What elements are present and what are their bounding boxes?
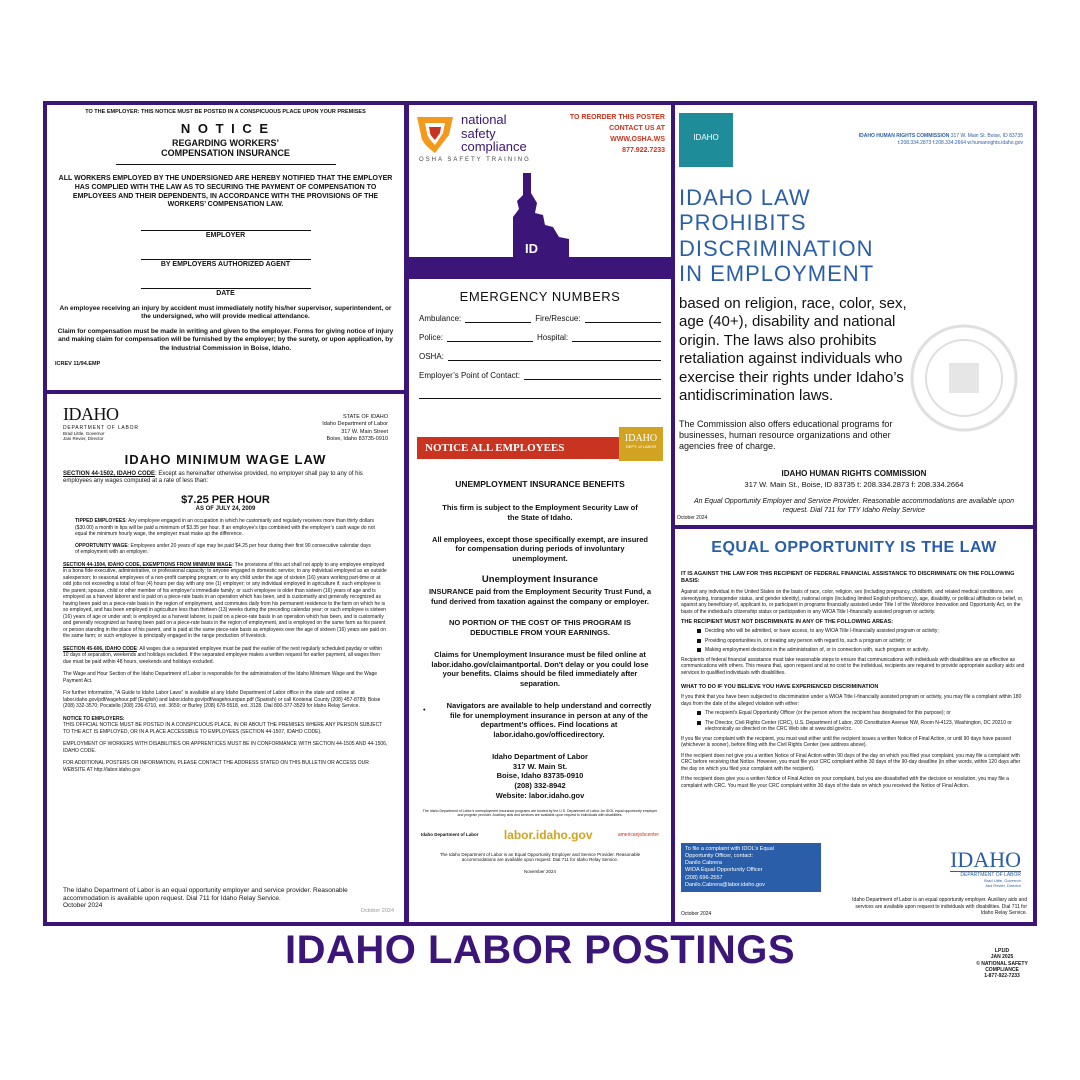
notice-paragraph-1: An employee receiving an injury by accident must immediately notify his/her supervisor, superintendent, or the undersigned, who will provide medical attendance. xyxy=(59,305,392,321)
minwage-para-5: For further information, "A Guide to Idaho Labor Laws" is available at any Idaho Department of Labor office in the state and online at labor.idaho.gov/pdf/wagehour.pdf (English) and labor.idaho.gov/pdf/wagehourspan.pdf (Spanish) or call Kootenai County (208) 457-8789; Boise (208) 332-3570; Pocatello (208) 236-6710, ext. 3659; or Burley (208) 678-5518, ext. 3128. Dial 800-377-3529 for Idaho Relay Service. xyxy=(63,690,381,710)
bullet-icon xyxy=(697,711,701,715)
minwage-addr-2: Idaho Department of Labor xyxy=(322,421,388,428)
ihrc-header-addr: 317 W. Main St. Boise, ID 83735 xyxy=(950,133,1023,139)
unemp-eeo: The Idaho Department of Labor is an Equal Opportunity Employer and Service Provider. Reasonable accommodations are available upon request. Dial 711 for Idaho Relay Service. xyxy=(439,851,641,863)
minwage-para-4: The Wage and Hour Section of the Idaho Department of Labor is responsible for the administration of the Idaho Minimum Wage and the Wage Payment Act. xyxy=(63,671,378,684)
law-title-line-4: IN EMPLOYMENT xyxy=(679,260,875,286)
law-edu: The Commission also offers educational programs for businesses, human resource organizations and other agencies free of charge. xyxy=(679,419,893,451)
date-signature-line: DATE xyxy=(141,288,311,297)
eo-box-line-2: Opportunity Officer, contact: xyxy=(685,853,754,860)
bullet-icon xyxy=(697,629,701,633)
opportunity-head: OPPORTUNITY WAGE xyxy=(75,542,128,549)
ihrc-eeo: An Equal Opportunity Employer and Service Provider. Reasonable accommodations are available upon request. Dial 711 for TTY Idaho Relay Service xyxy=(694,498,1014,514)
minwage-rate: $7.25 PER HOUR xyxy=(181,494,270,507)
ihrc-logo: IDAHO xyxy=(679,113,733,167)
navigator-bullet-icon: • xyxy=(423,704,426,714)
unemp-p6: Navigators are available to help understand and correctly file for unemployment insurance in person at any of the department’s offices. Find locations at labor.idaho.gov/officedirectory. xyxy=(446,700,652,739)
unemp-p1: This firm is subject to the Employment Security Law of the State of Idaho. xyxy=(442,503,638,522)
eo-box-line-1: To file a complaint with IDOL’s Equal xyxy=(685,846,774,852)
law-title-line-1: IDAHO LAW xyxy=(679,185,811,210)
state-abbrev: ID xyxy=(525,241,538,256)
section-1502-head: SECTION 44-1502, IDAHO CODE xyxy=(63,470,156,477)
unemp-p4: NO PORTION OF THE COST OF THIS PROGRAM IS DEDUCTIBLE FROM YOUR EARNINGS. xyxy=(448,618,632,637)
eo-title: EQUAL OPPORTUNITY IS THE LAW xyxy=(711,539,997,556)
unemp-addr-1: Idaho Department of Labor xyxy=(492,751,588,761)
ihrc-header-org: IDAHO HUMAN RIGHTS COMMISSION xyxy=(858,133,950,139)
eo-p5: If the recipient does not give you a written Notice of Final Action within 90 days of the day on which you filed your complaint, you may file a complaint with CRC before receiving that Notice. However, you must file your CRC complaint within 30 days of the 90-day deadline (in other words, within 120 days after the day on which you filed your complaint with the recipient). xyxy=(681,752,1021,772)
brand-word-1: national xyxy=(461,112,507,127)
hospital-field[interactable] xyxy=(572,341,661,342)
tipped-text: : Any employee engaged in an occupation in which he customarily and regularly receives more than thirty dollars ($30.00) a month in tips will be paid a minimum of $3.35 per hour. If an employee’s tips combined with the employer’s cash wage do not equal the minimum hourly wage, the employer must make up the difference. xyxy=(75,518,375,538)
eo-p4: If you file your complaint with the recipient, you must wait either until the recipient issues a written Notice of Final Action, or until 90 days have passed (whichever is sooner), before filing with the Civil Rights Center (see address above). xyxy=(681,735,1011,749)
divider xyxy=(116,164,336,165)
eo-idol-logo: IDAHO xyxy=(950,847,1021,872)
equal-opportunity-panel xyxy=(675,529,1033,922)
nsc-shield-icon xyxy=(415,113,455,153)
section-1504-text: : The provisions of this act shall not apply to any employee employed in a bona fide executive, administrative, or professional capacity; to anyone engaged in domestic service; to any individual employed as an outside salesperson; to seasonal employees of a non-profit camping program; or to any child under the age of sixteen (16) years working part-time or at odd jobs not exceeding a total of four (4) hours per day with any one (1) employer; or any individual employed in agriculture if, such employee is the parent, spouse, child or other member of his employer’s immediate family; or such employee is older than sixteen (16) years of age and is employed as a harvest laborer and is paid on a piece-rate basis in an operation which has been, and is customarily and generally recognized as having been paid on a piece-rate basis in the region of employment, and commutes daily from his permanent residence to the farm on which he is so employed, and has been employed in agriculture less than thirteen (13) weeks during the preceding calendar year; or such employee is sixteen (16) years of age or under and; is employed as a harvest laborer, is paid on a piece-rate basis in an operation which has been, and is customarily and generally recognized as having been paid on a piece-rate basis in the region of employment, and is employed on the same farm as his parent or person standing in the place of his parent, and is paid at the same piece-rate basis as employees over the age of sixteen (16) years are paid on the same farm; or such employee is principally engaged in the range production of livestock. xyxy=(63,561,387,640)
eo-bullet-4: The recipient’s Equal Opportunity Officer (or the person whom the recipient has designated for this purpose); or xyxy=(705,710,951,717)
eo-governor: Brad Little, Governor xyxy=(984,878,1021,883)
brand-word-3: compliance xyxy=(461,139,527,155)
unemp-website: Website: labor.idaho.gov xyxy=(495,790,585,800)
idaho-state-icon xyxy=(509,171,579,271)
unemployment-panel xyxy=(409,417,671,922)
section-606-head: SECTION 45-606, IDAHO CODE xyxy=(63,645,137,652)
unemp-title: UNEMPLOYMENT INSURANCE BENEFITS xyxy=(455,479,625,489)
notice-title: N O T I C E xyxy=(180,121,271,136)
minwage-para-7: EMPLOYMENT OF WORKERS WITH DISABILITIES OR APPRENTICES MUST BE IN CONFORMANCE WITH SECTION 44-1505 AND 44-1506, IDAHO CODE. xyxy=(63,741,388,754)
corner-code-line-3: © NATIONAL SAFETY xyxy=(976,960,1028,967)
eo-director: Jani Revier, Director xyxy=(984,883,1021,888)
eo-footer: Idaho Department of Labor is an equal opportunity employer. Auxiliary aids and services are available upon request to individuals with disabilities. Dial 711 for Idaho Relay Service. xyxy=(852,897,1027,916)
notice-top-line: TO THE EMPLOYER: THIS NOTICE MUST BE POSTED IN A CONSPICUOUS PLACE UPON YOUR PREMISES xyxy=(85,109,366,115)
eo-bullet-5: The Director, Civil Rights Center (CRC), U.S. Department of Labor, 200 Constitution Avenue NW, Room N-4123, Washington, DC 20210 or electronically as directed on the CRC Web site at www.dol.gov/crc. xyxy=(705,719,1012,733)
fire-label: Fire/Rescue: xyxy=(535,314,581,323)
idol-logo-sub: DEPARTMENT OF LABOR xyxy=(63,425,139,431)
law-title-line-3: DISCRIMINATION xyxy=(679,235,874,261)
eo-p2: Recipients of federal financial assistance must take reasonable steps to ensure that communications with individuals with disabilities are as effective as communications with others. This means that, upon request and at no cost to the individual, recipients are required to provide appropriate auxiliary aids and services to qualified individuals with disabilities. xyxy=(681,656,1025,676)
minwage-para-6: THIS OFFICIAL NOTICE MUST BE POSTED IN A CONSPICUOUS PLACE, IN OR ABOUT THE PREMISES WHERE ANY PERSON SUBJECT TO THE ACT IS EMPLOYED, OR IN A PLACE ACCESSIBLE TO EMPLOYEES (SECTION 44-1507, IDAHO CODE). xyxy=(63,722,383,735)
eo-date: October 2024 xyxy=(681,911,712,917)
unemp-footer-left: Idaho Department of Labor xyxy=(421,832,479,838)
section-606-text: : All wages due a separated employee must be paid the earlier of the next regularly scheduled payday or within 10 days of separation, weekends and holidays excluded. If the separated employee makes a written request for earlier payment, all wages then due must be paid within 48 hours, weekends and holidays excluded. xyxy=(63,645,383,665)
corner-code-line-1: LP1ID xyxy=(994,948,1010,954)
law-body: based on religion, race, color, sex, age (40+), disability and national origin. The laws also prohibits retaliation against individuals who exercise their rights under Idaho’s antidiscrimination laws. xyxy=(679,295,907,405)
employer-signature-line: EMPLOYER xyxy=(141,230,311,239)
eo-contact-box xyxy=(681,843,821,892)
notice-body: ALL WORKERS EMPLOYED BY THE UNDERSIGNED ARE HEREBY NOTIFIED THAT THE EMPLOYER HAS COMPLIED WITH THE LAW AS TO SECURING THE PAYMENT OF COMPENSATION TO EMPLOYEES AND THEIR DEPENDENTS, IN ACCORDANCE WITH THE PROVISIONS OF THE WORKERS’ COMPENSATION LAW. xyxy=(58,175,393,209)
unemp-heading-2: Unemployment Insurance xyxy=(481,573,599,585)
eo-box-phone: (208) 696-2557 xyxy=(685,874,723,881)
ambulance-label: Ambulance: xyxy=(419,314,462,323)
bullet-icon xyxy=(697,639,701,643)
police-label: Police: xyxy=(419,333,444,342)
unemp-addr-4: (208) 332-8942 xyxy=(514,781,566,790)
reorder-line-2: CONTACT US AT xyxy=(609,124,665,132)
unemp-addr-2: 317 W. Main St. xyxy=(512,761,568,771)
minwage-para-8: FOR ADDITIONAL POSTERS OR INFORMATION, PLEASE CONTACT THE ADDRESS STATED ON THIS BULLETIN OR ACCESS OUR WEBSITE AT http://labor.idaho.gov xyxy=(63,760,369,773)
notice-subtitle: REGARDING WORKERS’ xyxy=(171,138,279,148)
logo-panel-base xyxy=(409,257,671,275)
unemp-date: November 2024 xyxy=(523,869,557,875)
reorder-line-1: TO REORDER THIS POSTER xyxy=(569,114,665,121)
eo-box-name: Danilo Cabrera xyxy=(685,860,722,867)
poc-label: Employer’s Point of Contact: xyxy=(419,371,521,380)
notice-subtitle-2: COMPENSATION INSURANCE xyxy=(161,148,290,158)
idol-governor: Brad Little, Governor xyxy=(63,431,105,436)
eo-box-email-link[interactable]: Danilo.Cabrera@labor.idaho.gov xyxy=(685,881,765,888)
minwage-addr-1: STATE OF IDAHO xyxy=(342,414,388,420)
minwage-addr-3: 317 W. Main Street xyxy=(341,428,388,435)
opportunity-text: : Employees under 20 years of age may be paid $4.25 per hour during their first 90 consecutive calendar days of employment with an employer. xyxy=(75,542,371,556)
idol-director: Jani Revier, Director xyxy=(63,436,104,441)
unemp-p3: INSURANCE paid from the Employment Security Trust Fund, a fund derived from taxation against the company or employer. xyxy=(428,586,652,606)
american-job-center-logo: americanjobcenter xyxy=(617,831,659,838)
poc-field[interactable] xyxy=(524,379,661,380)
bullet-icon xyxy=(697,648,701,652)
corner-code xyxy=(962,948,1042,979)
osha-field[interactable] xyxy=(448,360,661,361)
ambulance-field[interactable] xyxy=(465,322,531,323)
eo-bullet-3: Making employment decisions in the administration of, or in connection with, such program or activity. xyxy=(705,647,929,654)
idaho-discrimination-panel xyxy=(675,105,1033,525)
corner-code-line-5: 1-877-922-7233 xyxy=(984,973,1020,979)
ihrc-org: IDAHO HUMAN RIGHTS COMMISSION xyxy=(781,469,927,478)
poc-field-2[interactable] xyxy=(419,398,661,399)
notice-code: ICREV 11/94.EMP xyxy=(55,361,101,368)
main-title: IDAHO LABOR POSTINGS xyxy=(284,928,796,972)
eo-p6: If the recipient does give you a written Notice of Final Action on your complaint, but you are dissatisfied with the decision or resolution, you may file a complaint with CRC. You must file your CRC complaint within 30 days of the date on which you received the Notice of Final Action. xyxy=(681,776,1009,789)
minwage-addr-4: Boise, Idaho 83735-0910 xyxy=(326,436,388,443)
osha-label: OSHA: xyxy=(419,352,444,361)
notice-banner: NOTICE ALL EMPLOYEES xyxy=(417,437,627,459)
bullet-icon xyxy=(697,721,701,725)
eo-heading-1: IT IS AGAINST THE LAW FOR THIS RECIPIENT OF FEDERAL FINANCIAL ASSISTANCE TO DISCRIMINATE ON THE FOLLOWING BASIS: xyxy=(681,571,1015,585)
emergency-title: EMERGENCY NUMBERS xyxy=(459,289,621,304)
notice-paragraph-2: Claim for compensation must be made in writing and given to the employer. Forms for giving notice of injury and making claim for compensation will be furnished by the employer; by the surety, or upon application, by the Industrial Commission in Boise, Idaho. xyxy=(57,327,394,352)
minimum-wage-panel xyxy=(47,394,404,922)
hospital-label: Hospital: xyxy=(537,333,569,342)
minwage-footer-date: October 2024 xyxy=(63,902,103,909)
eo-bullet-2: Providing opportunities in, or treating any person with regard to, such a program or activity; or xyxy=(705,637,912,644)
ihrc-header-contact: t:208.334.2873 f:208.334.2664 w:humanrights.idaho.gov xyxy=(897,139,1023,146)
unemp-fineprint: The Idaho Department of Labor’s unemployment insurance programs are funded by the U.S. Department of Labor. An IDOL equal opportunity employer and program provider. Auxiliary aids and services are available upon request to individuals with disabilities. xyxy=(422,808,658,818)
eo-heading-3: WHAT TO DO IF YOU BELIEVE YOU HAVE EXPERIENCED DISCRIMINATION xyxy=(681,684,879,691)
eo-idol-logo-sub: DEPARTMENT OF LABOR xyxy=(950,871,1021,878)
ihrc-address: 317 W. Main St., Boise, ID 83735 t: 208.334.2873 f: 208.334.2664 xyxy=(744,480,964,489)
idol-logo: IDAHO xyxy=(63,404,119,424)
ihrc-date: October 2024 xyxy=(677,515,708,521)
brand-word-2: safety xyxy=(461,125,496,141)
reorder-website-link[interactable]: WWW.OSHA.WS xyxy=(610,135,665,143)
minwage-date-right: October 2024 xyxy=(360,908,394,914)
eo-heading-2: THE RECIPIENT MUST NOT DISCRIMINATE IN ANY OF THE FOLLOWING AREAS: xyxy=(681,619,894,626)
workers-comp-notice xyxy=(47,105,404,390)
section-1504-head: SECTION 44-1504, IDAHO CODE, EXEMPTIONS FROM MINIMUM WAGE xyxy=(63,561,232,568)
eo-bullet-1: Deciding who will be admitted, or have access, to any WIOA Title I-financially assisted program or activity; xyxy=(705,628,939,635)
corner-code-line-4: COMPLIANCE xyxy=(985,966,1019,973)
minwage-rate-date: AS OF JULY 24, 2009 xyxy=(195,506,256,513)
banner-logo: IDAHO xyxy=(624,433,658,444)
tipped-head: TIPPED EMPLOYEES xyxy=(75,518,126,525)
eo-p1: Against any individual in the United States on the basis of race, color, religion, sex (including pregnancy, childbirth, and related medical conditions, sex stereotyping, transgender status, and gender identity), national origin (including limited English proficiency), age, disability, or political affiliation or belief, or, against any beneficiary of, applicant to, or participant in programs financially assisted under Title I of the Workforce Innovation and Opportunity Act, on the basis of the individual’s citizenship status or participation in any WIOA Title I-financially assisted program or activity. xyxy=(681,589,1024,615)
nsc-logo-panel xyxy=(409,105,671,275)
eo-box-role: WIOA Equal Opportunity Officer xyxy=(685,867,763,874)
unemp-p2: All employees, except those specifically exempt, are insured for compensation during periods of involuntary unemployment. xyxy=(432,534,648,563)
agent-signature-line: BY EMPLOYERS AUTHORIZED AGENT xyxy=(141,259,311,268)
law-title-line-2: PROHIBITS xyxy=(679,210,807,236)
brand-training: OSHA SAFETY TRAINING xyxy=(419,157,531,163)
unemp-p5: Claims for Unemployment Insurance must be filed online at labor.idaho.gov/claimantportal. Don't delay or you could lose your benefits. Claims should be filed immediately after separation. xyxy=(431,649,649,688)
banner-logo-sub: DEPT. of LABOR xyxy=(625,444,657,449)
fire-field[interactable] xyxy=(585,322,661,323)
minwage-para-6-head: NOTICE TO EMPLOYERS: xyxy=(63,715,125,722)
police-field[interactable] xyxy=(447,341,533,342)
corner-code-line-2: JAN 2025 xyxy=(990,954,1014,961)
minwage-footer: The Idaho Department of Labor is an equal opportunity employer and service provider. Reasonable accommodation is available upon request. Dial 711 for Idaho Relay Service. xyxy=(63,887,348,902)
unemp-addr-3: Boise, Idaho 83735-0910 xyxy=(496,771,584,781)
eo-p3: If you think that you have been subjected to discrimination under a WIOA Title I-financially assisted program or activity, you may file a complaint within 180 days from the date of the alleged violation with either: xyxy=(681,694,1022,707)
unemp-footer-site: labor.idaho.gov xyxy=(503,827,593,842)
section-1502-text: : Except as hereinafter otherwise provided, no employer shall pay to any of his employees any wages computed at a rate of less than: xyxy=(63,470,363,485)
reorder-phone: 877.922.7233 xyxy=(622,146,665,154)
poster-frame xyxy=(43,101,1037,926)
minwage-title: IDAHO MINIMUM WAGE LAW xyxy=(124,451,327,467)
